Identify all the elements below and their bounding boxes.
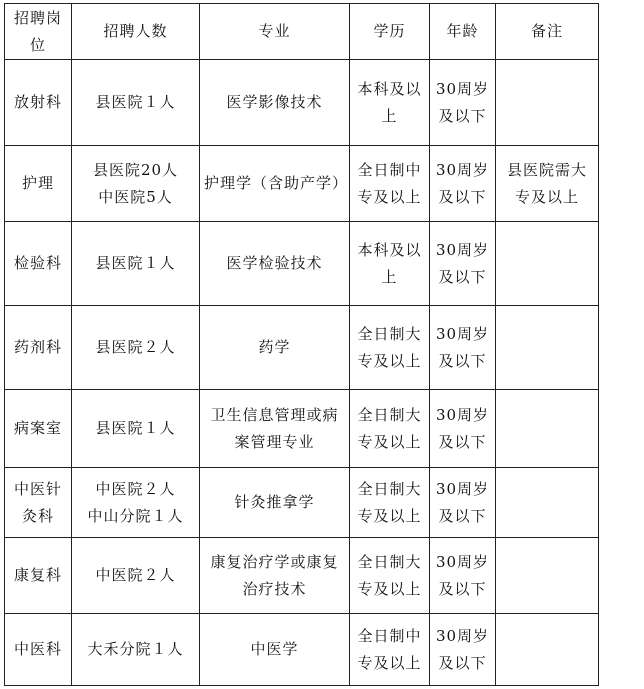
table-row (5, 614, 599, 686)
recruitment-table (4, 3, 599, 686)
cell-position: 放射科 (5, 60, 72, 146)
cell-position: 康复科 (5, 538, 72, 614)
cell-education: 全日制大 专及以上 (350, 468, 430, 538)
cell-education: 全日制中 专及以上 (350, 614, 430, 686)
cell-position: 检验科 (5, 222, 72, 306)
cell-education: 全日制大 专及以上 (350, 538, 430, 614)
cell-count: 中医院２人 (72, 538, 200, 614)
cell-major: 药学 (200, 306, 350, 390)
cell-age: 30周岁 及以下 (430, 390, 496, 468)
cell-education: 全日制中 专及以上 (350, 146, 430, 222)
cell-education: 本科及以 上 (350, 222, 430, 306)
table-row (5, 468, 599, 538)
header-count: 招聘人数 (72, 4, 200, 60)
cell-position: 中医针 灸科 (5, 468, 72, 538)
header-row (5, 4, 599, 60)
cell-count: 县医院１人 (72, 222, 200, 306)
table-row (5, 306, 599, 390)
cell-education: 全日制大 专及以上 (350, 390, 430, 468)
cell-remarks (496, 60, 599, 146)
cell-count: 县医院20人 中医院5人 (72, 146, 200, 222)
cell-count: 县医院２人 (72, 306, 200, 390)
table-row (5, 60, 599, 146)
cell-major: 医学检验技术 (200, 222, 350, 306)
cell-position: 病案室 (5, 390, 72, 468)
cell-count: 县医院１人 (72, 60, 200, 146)
header-position: 招聘岗 位 (5, 4, 72, 60)
cell-age: 30周岁 及以下 (430, 60, 496, 146)
cell-education: 本科及以 上 (350, 60, 430, 146)
header-age: 年龄 (430, 4, 496, 60)
cell-position: 护理 (5, 146, 72, 222)
cell-remarks (496, 390, 599, 468)
cell-count: 中医院２人 中山分院１人 (72, 468, 200, 538)
cell-major: 护理学（含助产学） (200, 146, 350, 222)
cell-position: 药剂科 (5, 306, 72, 390)
table-row (5, 222, 599, 306)
cell-major: 医学影像技术 (200, 60, 350, 146)
header-education: 学历 (350, 4, 430, 60)
cell-age: 30周岁 及以下 (430, 614, 496, 686)
cell-age: 30周岁 及以下 (430, 538, 496, 614)
cell-remarks (496, 614, 599, 686)
cell-major: 中医学 (200, 614, 350, 686)
cell-remarks (496, 222, 599, 306)
cell-major: 康复治疗学或康复 治疗技术 (200, 538, 350, 614)
cell-remarks: 县医院需大 专及以上 (496, 146, 599, 222)
cell-major: 卫生信息管理或病 案管理专业 (200, 390, 350, 468)
cell-count: 县医院１人 (72, 390, 200, 468)
cell-age: 30周岁 及以下 (430, 222, 496, 306)
cell-remarks (496, 306, 599, 390)
cell-education: 全日制大 专及以上 (350, 306, 430, 390)
cell-age: 30周岁 及以下 (430, 468, 496, 538)
cell-major: 针灸推拿学 (200, 468, 350, 538)
table-row (5, 538, 599, 614)
table-row (5, 390, 599, 468)
cell-age: 30周岁 及以下 (430, 146, 496, 222)
cell-position: 中医科 (5, 614, 72, 686)
table-row (5, 146, 599, 222)
cell-remarks (496, 538, 599, 614)
header-remarks: 备注 (496, 4, 599, 60)
cell-age: 30周岁 及以下 (430, 306, 496, 390)
cell-remarks (496, 468, 599, 538)
header-major: 专业 (200, 4, 350, 60)
cell-count: 大禾分院１人 (72, 614, 200, 686)
